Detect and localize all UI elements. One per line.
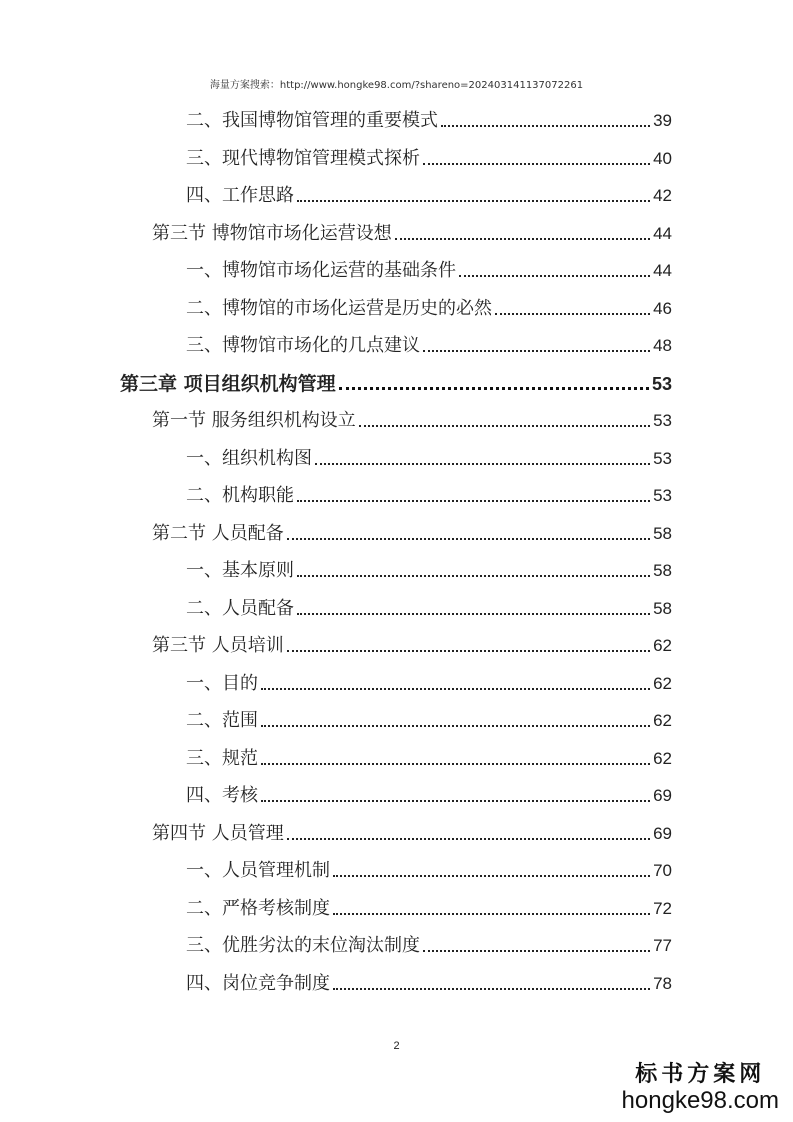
toc-entry-page: 48 [653, 336, 672, 355]
toc-entry-page: 42 [653, 186, 672, 205]
toc-entry-page: 40 [653, 148, 672, 168]
toc-dot-leader [287, 538, 650, 540]
toc-dot-leader [297, 613, 650, 615]
toc-entry-title: 一、博物馆市场化运营的基础条件 [186, 260, 456, 281]
toc-entry-page: 53 [653, 411, 672, 430]
toc-dot-leader [287, 650, 650, 652]
toc-entry-page: 53 [651, 373, 672, 394]
toc-entry[interactable] [152, 515, 672, 545]
toc-entry-title: 一、组织机构图 [186, 447, 312, 469]
toc-entry-title: 三、现代博物馆管理模式探析 [186, 147, 420, 169]
toc-dot-leader [261, 688, 650, 690]
toc-dot-leader [441, 125, 650, 127]
toc-entry-page: 58 [653, 561, 672, 580]
toc-dot-leader [261, 725, 650, 727]
toc-entry-page: 53 [653, 448, 672, 468]
toc-entry-page: 53 [653, 486, 672, 505]
toc-entry[interactable] [186, 177, 672, 207]
toc-entry-title: 二、范围 [186, 710, 258, 731]
toc-dot-leader [333, 988, 650, 990]
toc-dot-leader [261, 763, 650, 765]
toc-entry-page: 62 [653, 711, 672, 730]
toc-entry-page: 44 [653, 261, 672, 280]
watermark-chinese-name: 标书方案网 [635, 1061, 766, 1087]
toc-dot-leader [315, 463, 650, 465]
toc-entry[interactable] [152, 815, 672, 845]
toc-entry-title: 一、人员管理机制 [186, 860, 330, 881]
toc-entry[interactable] [186, 290, 672, 320]
toc-entry-title: 四、工作思路 [186, 185, 294, 206]
toc-entry-title: 一、目的 [186, 672, 258, 694]
toc-entry[interactable] [186, 552, 672, 582]
toc-entry[interactable] [186, 777, 672, 807]
toc-entry[interactable] [152, 402, 672, 432]
toc-entry-page: 69 [653, 786, 672, 805]
toc-entry-page: 78 [653, 973, 672, 993]
toc-entry-title: 一、基本原则 [186, 560, 294, 581]
toc-entry[interactable] [186, 327, 672, 357]
toc-entry-page: 70 [653, 861, 672, 880]
toc-entry-title: 二、我国博物馆管理的重要模式 [186, 110, 438, 131]
toc-entry-title: 第二节 人员配备 [152, 522, 284, 544]
toc-entry-title: 第四节 人员管理 [152, 822, 284, 844]
toc-entry[interactable] [120, 365, 672, 395]
toc-dot-leader [297, 575, 650, 577]
toc-entry-title: 三、规范 [186, 747, 258, 769]
toc-entry[interactable] [152, 627, 672, 657]
page-header-url: 海量方案搜索：http://www.hongke98.com/?shareno=202403141137072261 [209, 80, 584, 91]
toc-entry-title: 四、岗位竞争制度 [186, 972, 330, 994]
toc-entry[interactable] [186, 740, 672, 770]
toc-dot-leader [459, 275, 650, 277]
toc-entry-page: 62 [653, 748, 672, 768]
toc-entry-title: 三、博物馆市场化的几点建议 [186, 335, 420, 356]
toc-entry-page: 77 [653, 936, 672, 955]
toc-dot-leader [423, 163, 650, 165]
toc-entry-page: 62 [653, 673, 672, 693]
toc-dot-leader [333, 875, 650, 877]
site-watermark-logo [622, 1057, 779, 1114]
toc-dot-leader [339, 387, 649, 390]
toc-entry[interactable] [186, 102, 672, 132]
toc-entry-page: 46 [653, 298, 672, 318]
toc-entry-title: 二、严格考核制度 [186, 897, 330, 919]
page-number: 2 [393, 1040, 400, 1052]
toc-entry[interactable] [186, 140, 672, 170]
toc-entry-title: 三、优胜劣汰的末位淘汰制度 [186, 935, 420, 956]
toc-entry[interactable] [186, 477, 672, 507]
toc-dot-leader [359, 425, 650, 427]
toc-entry[interactable] [186, 702, 672, 732]
toc-entry-title: 第三节 博物馆市场化运营设想 [152, 222, 392, 244]
toc-entry[interactable] [186, 965, 672, 995]
toc-dot-leader [395, 238, 650, 240]
toc-dot-leader [495, 313, 650, 315]
toc-entry[interactable] [152, 215, 672, 245]
toc-entry[interactable] [186, 252, 672, 282]
toc-entry-page: 58 [653, 598, 672, 618]
toc-entry[interactable] [186, 665, 672, 695]
toc-entry-title: 第一节 服务组织机构设立 [152, 410, 356, 431]
toc-entry-page: 69 [653, 823, 672, 843]
toc-entry-title: 四、考核 [186, 785, 258, 806]
toc-entry-title: 第三节 人员培训 [152, 635, 284, 656]
toc-entry-title: 第三章 项目组织机构管理 [120, 372, 336, 395]
toc-entry-title: 二、机构职能 [186, 485, 294, 506]
toc-entry[interactable] [186, 927, 672, 957]
toc-entry-page: 62 [653, 636, 672, 655]
toc-entry-page: 44 [653, 223, 672, 243]
toc-dot-leader [287, 838, 650, 840]
toc-dot-leader [333, 913, 650, 915]
toc-entry-page: 72 [653, 898, 672, 918]
toc-entry[interactable] [186, 890, 672, 920]
watermark-domain: hongke98.com [621, 1087, 779, 1114]
toc-entry[interactable] [186, 440, 672, 470]
toc-entry-title: 二、博物馆的市场化运营是历史的必然 [186, 297, 492, 319]
toc-entry-page: 39 [653, 111, 672, 130]
toc-dot-leader [261, 800, 650, 802]
toc-entry-title: 二、人员配备 [186, 597, 294, 619]
toc-entry-page: 58 [653, 523, 672, 543]
toc-entry[interactable] [186, 852, 672, 882]
toc-dot-leader [297, 200, 650, 202]
toc-dot-leader [297, 500, 650, 502]
toc-dot-leader [423, 950, 650, 952]
toc-entry[interactable] [186, 590, 672, 620]
toc-dot-leader [423, 350, 650, 352]
